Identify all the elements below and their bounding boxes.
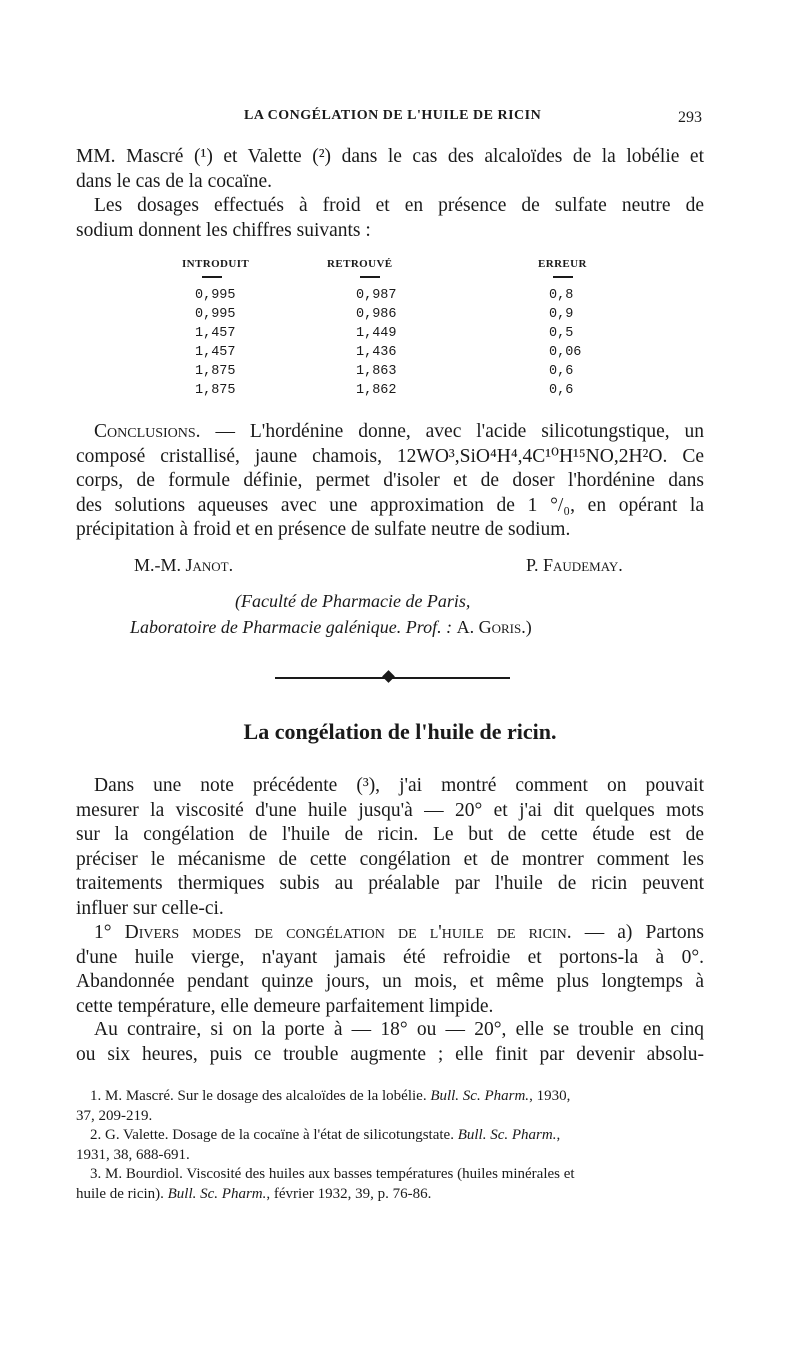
table-cell: 0,8 <box>549 288 574 303</box>
text-line <box>76 921 704 946</box>
text-span: — a) Partons <box>584 922 705 943</box>
footnote-text: huile de ricin). <box>76 1185 164 1202</box>
table-cell: 1,436 <box>356 345 397 360</box>
table-cell: 0,6 <box>549 364 574 379</box>
table-cell: 0,6 <box>549 383 574 398</box>
journal-title: Bull. Sc. Pharm. <box>430 1088 530 1104</box>
text-line: ou six heures, puis ce trouble augmente ; elle finit par devenir absolu- <box>76 1043 704 1065</box>
table-cell: 0,995 <box>195 288 236 303</box>
footnote-text: , 1930, <box>529 1088 571 1104</box>
table-cell: 0,986 <box>356 307 397 322</box>
table-cell: 0,5 <box>549 326 574 341</box>
table-cell: 1,457 <box>195 326 236 341</box>
text-line: traitements thermiques subis au préalable par l'huile de ricin peuvent <box>76 873 704 895</box>
text-line: dans le cas de la cocaïne. <box>76 170 272 192</box>
table-cell: 0,995 <box>195 307 236 322</box>
text-line: cette température, elle demeure parfaitement limpide. <box>76 995 494 1017</box>
text-line: Au contraire, si on la porte à — 18° ou — 20°, elle se trouble en cinq <box>94 1019 704 1040</box>
text-line: d'une huile vierge, n'ayant jamais été refroidie et portons-la à 0°. <box>76 946 704 968</box>
affiliation-text: Laboratoire de Pharmacie galénique. Prof. : <box>130 617 453 637</box>
affiliation-line <box>130 617 532 638</box>
diamond-ornament-icon <box>382 670 395 683</box>
table-cell: 1,862 <box>356 383 397 398</box>
text-line: sur la congélation de l'huile de ricin. Le but de cette étude est de <box>76 824 704 846</box>
text-line: Abandonnée pendant quinze jours, un mois, et même plus longtemps à <box>76 971 704 993</box>
affiliation-line: (Faculté de Pharmacie de Paris, <box>235 591 471 611</box>
text-line <box>76 420 704 445</box>
author-signature <box>134 555 233 576</box>
text-line: influer sur celle-ci. <box>76 897 224 919</box>
footnote-text: , février 1932, 39, p. 76-86. <box>266 1185 432 1202</box>
conclusions-paragraph <box>76 420 704 543</box>
header-dash <box>202 276 222 278</box>
text-line: Les dosages effectués à froid et en présence de sulfate neutre de <box>94 195 704 217</box>
table-cell: 1,449 <box>356 326 397 341</box>
footnote-2 <box>76 1126 704 1146</box>
footnote-text: , <box>556 1127 561 1143</box>
author-signature <box>526 555 623 576</box>
table-cell: 0,06 <box>549 345 582 360</box>
text-line: Dans une note précédente (³), j'ai montré comment on pouvait <box>94 775 704 796</box>
text-line: mesurer la viscosité d'une huile jusqu'à — 20° et j'ai dit quelques mots <box>76 799 704 821</box>
text-line: préciser le mécanisme de cette congélation et de montrer comment les <box>76 848 704 870</box>
text-line: sodium donnent les chiffres suivants : <box>76 219 371 241</box>
subsection-lead: 1° Divers modes de congélation de l'huile de ricin. <box>94 922 572 943</box>
table-cell: 1,863 <box>356 364 397 379</box>
header-dash <box>553 276 573 278</box>
table-cell: 0,987 <box>356 288 397 303</box>
footnote-3: 3. M. Bourdiol. Viscosité des huiles aux basses températures (huiles minérales et <box>90 1166 575 1182</box>
section-title: La congélation de l'huile de ricin. <box>243 719 557 744</box>
journal-title: Bull. Sc. Pharm. <box>457 1127 557 1143</box>
footnotes <box>76 1087 704 1204</box>
conclusions-label: Conclusions. <box>94 421 201 442</box>
body-paragraph <box>76 1018 704 1067</box>
table-cell: 1,457 <box>195 345 236 360</box>
body-paragraph <box>76 774 704 922</box>
affiliation-text: A. Goris.) <box>456 617 532 637</box>
text-line: composé cristallisé, jaune chamois, 12WO³,SiO⁴H⁴,4C¹⁰H¹⁵NO,2H²O. Ce <box>76 445 704 467</box>
table-cell: 1,875 <box>195 383 236 398</box>
footnote-text: 1931, 38, 688-691. <box>76 1146 190 1163</box>
table-cell: 0,9 <box>549 307 574 322</box>
text-line: des solutions aqueuses avec une approximation de 1 °/₀, en opérant la <box>76 494 704 516</box>
footnote-text: 2. G. Valette. Dosage de la cocaïne à l'état de silicotungstate. <box>90 1127 454 1143</box>
footnote-text: 37, 209-219. <box>76 1107 153 1124</box>
table-cell: 1,875 <box>195 364 236 379</box>
running-title: LA CONGÉLATION DE L'HUILE DE RICIN <box>244 108 542 123</box>
footnote-1 <box>76 1087 704 1107</box>
page-number: 293 <box>678 109 702 126</box>
table-header-retrouve: RETROUVÉ <box>327 258 393 270</box>
footnote-text: 1. M. Mascré. Sur le dosage des alcaloïdes de la lobélie. <box>90 1088 427 1104</box>
intro-paragraph <box>76 145 704 243</box>
journal-title: Bull. Sc. Pharm. <box>167 1185 267 1202</box>
footnote-3-cont <box>76 1185 704 1205</box>
table-header-erreur: ERREUR <box>538 258 587 270</box>
text-line: précipitation à froid et en présence de sulfate neutre de sodium. <box>76 519 571 541</box>
author-name: M.-M. Janot. <box>134 555 234 575</box>
header-dash <box>360 276 380 278</box>
body-paragraph <box>76 921 704 1019</box>
text-line: MM. Mascré (¹) et Valette (²) dans le cas des alcaloïdes de la lobélie et <box>76 146 704 167</box>
text-span: — L'hordénine donne, avec l'acide silicotungstique, un <box>215 421 705 442</box>
author-name: P. Faudemay. <box>526 555 623 575</box>
text-line: corps, de formule définie, permet d'isoler et de doser l'hordénine dans <box>76 470 704 492</box>
table-header-introduit: INTRODUIT <box>182 258 250 270</box>
